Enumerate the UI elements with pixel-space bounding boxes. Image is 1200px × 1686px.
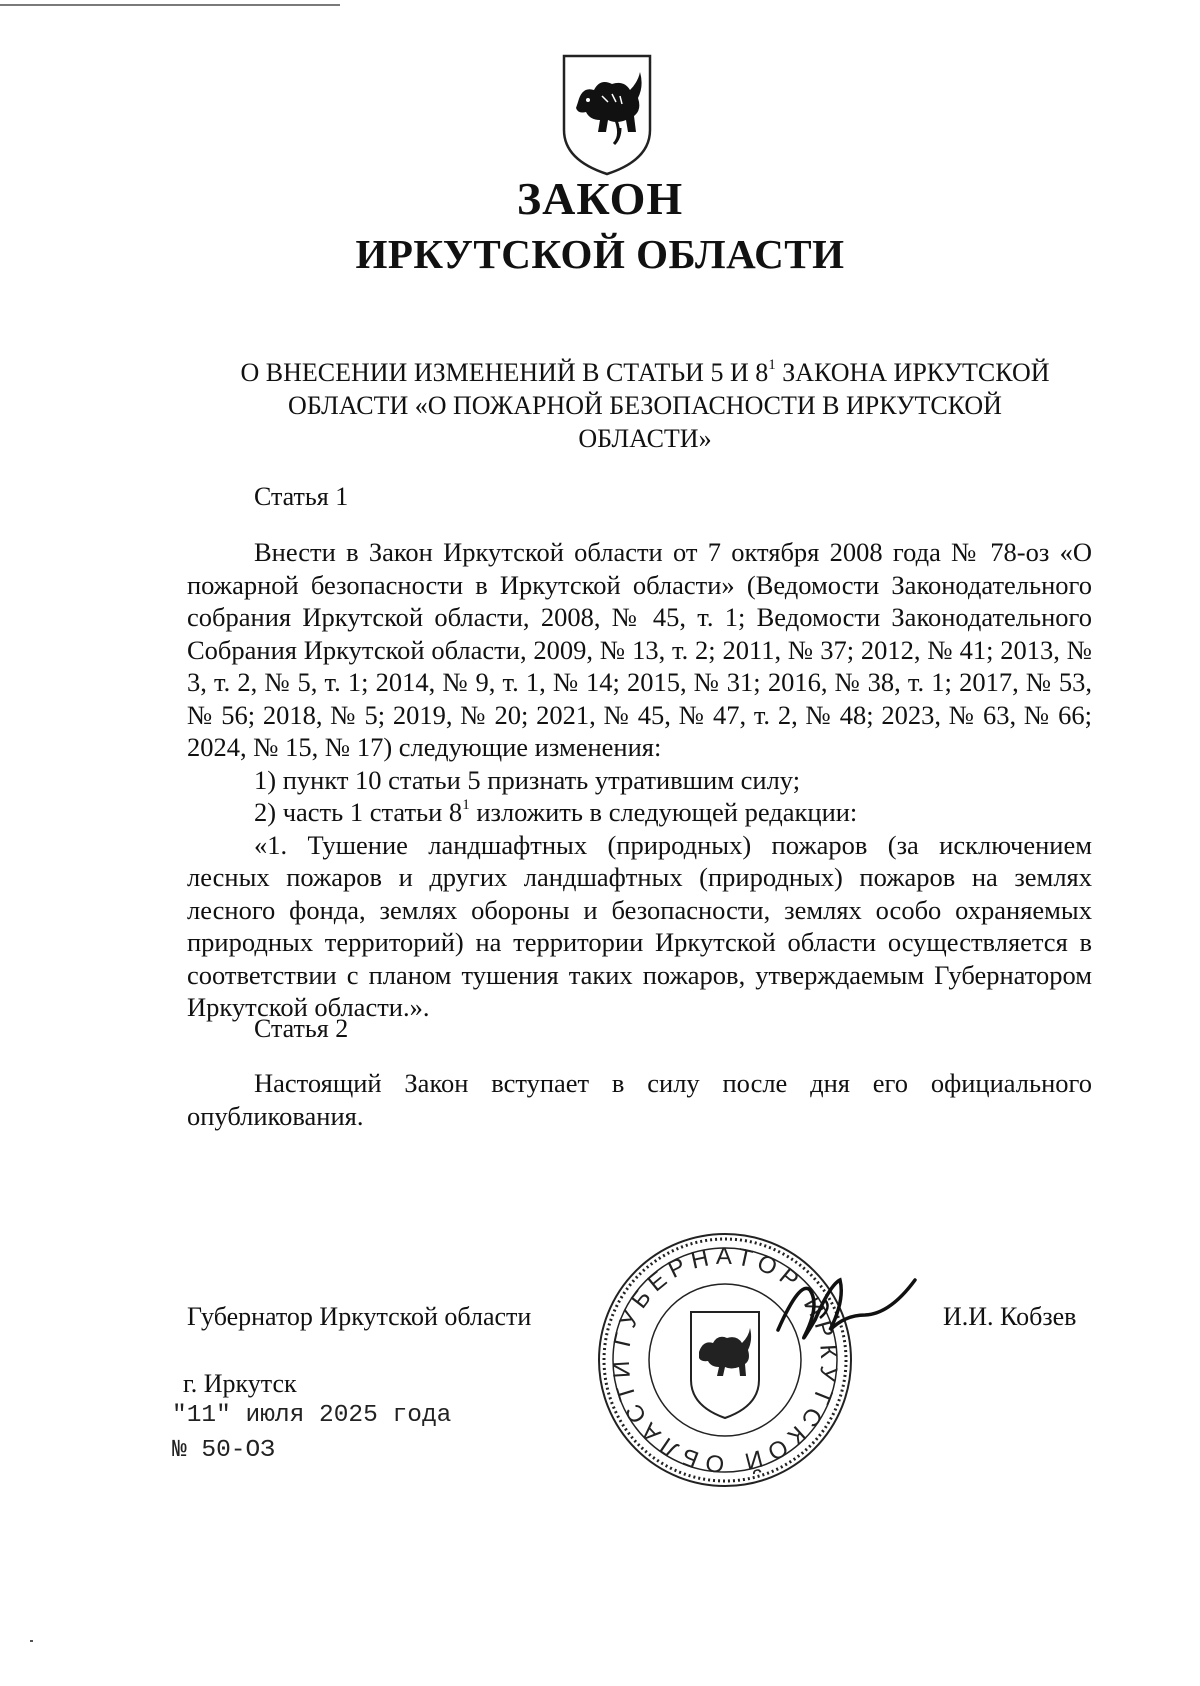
- handwritten-signature: [770, 1260, 920, 1360]
- signatory-name: И.И. Кобзев: [943, 1302, 1077, 1331]
- article-2-paragraph: Настоящий Закон вступает в силу после дня его официального опубликования.: [187, 1068, 1092, 1131]
- law-number: № 50-ОЗ: [172, 1437, 275, 1464]
- article-1-item-1: 1) пункт 10 статьи 5 признать утратившим силу;: [254, 764, 801, 795]
- article-1-heading: Статья 1: [254, 482, 349, 511]
- article-1-quoted-text: «1. Тушение ландшафтных (природных) пожаров (за исключением лесных пожаров и других ландшафтных (природных) пожаров на землях лесного фонда, землях обороны и безопасности, землях особо охраняемых природных территорий) на территории Иркутской области осуществляется в соответствии с планом тушения таких пожаров, утверждаемым Губернатором Иркутской области.».: [187, 829, 1092, 1022]
- document-type-title: ЗАКОН: [516, 173, 684, 224]
- subject-superscript: 1: [768, 357, 776, 374]
- article-1-body: [187, 536, 1092, 1024]
- item-2-superscript: 1: [462, 797, 470, 814]
- scan-edge-line: [0, 4, 340, 6]
- article-1-item-2: [187, 796, 1092, 829]
- coat-of-arms-icon: [558, 50, 656, 178]
- item-2-tail: изложить в следующей редакции:: [469, 797, 858, 827]
- scan-speck: [30, 1640, 33, 1642]
- signing-date: "11" июля 2025 года: [172, 1402, 452, 1429]
- subject-line-2: ОБЛАСТИ «О ПОЖАРНОЙ БЕЗОПАСНОСТИ В ИРКУТСКОЙ: [288, 391, 1002, 420]
- subject-line-1-tail: ЗАКОНА ИРКУТСКОЙ: [775, 358, 1050, 387]
- article-2-body: [187, 1067, 1092, 1132]
- article-2-heading: Статья 2: [254, 1014, 349, 1043]
- article-1-intro-paragraph: Внести в Закон Иркутской области от 7 октября 2008 года № 78-оз «О пожарной безопасности в Иркутской области» (Ведомости Законодательного собрания Иркутской области, 2008, № 45, т. 1; Ведомости Законодательного Собрания Иркутской области, 2009, № 13, т. 2; 2011, № 37; 2012, № 41; 2013, № 3, т. 2, № 5, т. 1; 2014, № 9, т. 1, № 14; 2015, № 31; 2016, № 38, т. 1; 2017, № 53, № 56; 2018, № 5; 2019, № 20; 2021, № 45, № 47, т. 2, № 48; 2023, № 63, № 66; 2024, № 15, № 17) следующие изменения:: [187, 537, 1092, 762]
- signatory-position: Губернатор Иркутской области: [187, 1302, 532, 1331]
- region-title: ИРКУТСКОЙ ОБЛАСТИ: [355, 231, 845, 277]
- law-subject-heading: [195, 356, 1095, 455]
- item-2-text: 2) часть 1 статьи 8: [254, 797, 463, 827]
- seal-ring-text: ГУБЕРНАТОР ИРКУТСКОЙ ОБЛАСТИ: [607, 1242, 843, 1478]
- subject-line-3: ОБЛАСТИ»: [578, 424, 712, 453]
- subject-line-1: [195, 356, 1095, 389]
- subject-line-1-text: О ВНЕСЕНИИ ИЗМЕНЕНИЙ В СТАТЬИ 5 И 8: [240, 358, 769, 387]
- signing-city: г. Иркутск: [183, 1369, 297, 1398]
